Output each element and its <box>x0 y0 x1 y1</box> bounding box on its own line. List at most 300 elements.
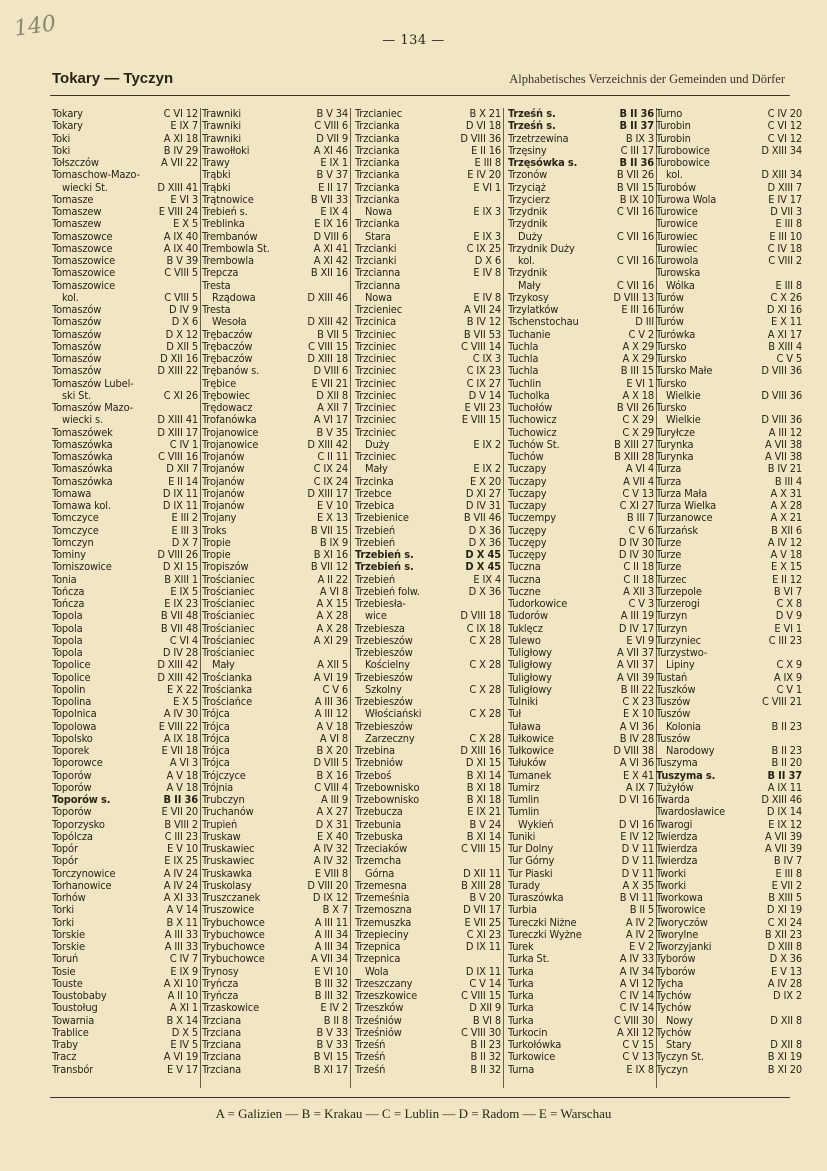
index-entry <box>52 819 198 831</box>
index-entry <box>52 561 198 573</box>
map-reference: B XI 14 <box>466 829 501 843</box>
place-name: Turowice <box>656 206 698 218</box>
index-entry <box>52 390 198 402</box>
map-reference: A X 31 <box>770 486 802 500</box>
place-name: Rządowa <box>212 291 256 304</box>
index-entry <box>656 659 802 671</box>
place-name: Turzyniec <box>656 634 701 647</box>
map-reference: E IX 21 <box>467 805 501 819</box>
place-name: Transbór <box>52 1063 94 1076</box>
place-name: Tuczapy <box>508 463 547 476</box>
place-name: Turza Mała <box>656 487 708 500</box>
place-name: Turza <box>656 463 682 476</box>
place-name: Tomaszowce <box>52 242 113 255</box>
index-entry <box>52 721 198 733</box>
map-reference <box>652 218 654 230</box>
map-reference: C V 6 <box>628 523 654 537</box>
index-entry <box>508 329 654 341</box>
place-name: Trojanów <box>202 487 245 500</box>
place-name: Trzebica <box>355 500 395 512</box>
place-name: Tomaszówek <box>52 426 113 439</box>
map-reference: B X 7 <box>322 903 348 917</box>
index-entry <box>508 316 654 328</box>
index-entry <box>355 365 501 377</box>
index-entry <box>508 414 654 426</box>
index-entry <box>508 133 654 145</box>
place-name: Tresta <box>202 279 231 292</box>
map-reference: A X 35 <box>622 878 654 892</box>
footer-rule <box>50 1097 790 1098</box>
place-name: Trzebień <box>355 536 395 549</box>
index-entry <box>508 378 654 390</box>
place-name: Trybuchowce <box>202 953 265 966</box>
place-name: Turzyn <box>656 622 688 635</box>
index-entry <box>656 904 802 916</box>
index-entry <box>202 512 348 524</box>
map-reference: E IX 2 <box>473 437 501 451</box>
place-name: Tuchów St. <box>508 438 560 451</box>
index-entry <box>52 512 198 524</box>
index-entry <box>508 868 654 880</box>
map-reference: C VIII 5 <box>164 290 198 304</box>
index-entry <box>355 267 501 279</box>
place-name: Turze <box>656 561 682 574</box>
column-divider <box>200 108 201 1088</box>
map-reference: A II 10 <box>167 989 198 1002</box>
place-name: Trzciniec <box>355 365 397 378</box>
place-name: Trzebuska <box>355 830 403 843</box>
place-name: Górna <box>365 867 395 880</box>
map-reference: D XIII 18 <box>307 352 348 365</box>
map-reference: A XI 18 <box>163 131 198 145</box>
map-reference: C XI 27 <box>619 499 654 512</box>
place-name: Turza <box>656 475 682 488</box>
place-name: Trzydnik <box>508 218 548 231</box>
map-reference: E V 17 <box>167 1062 198 1076</box>
index-entry <box>52 1064 198 1076</box>
map-reference: B III 22 <box>620 682 654 696</box>
place-name: Torhanowice <box>52 879 112 892</box>
place-name: Trzcianka <box>355 193 400 206</box>
index-entry <box>202 427 348 439</box>
place-name: Trzciniec <box>355 426 397 439</box>
index-entry <box>355 855 501 867</box>
map-reference: A VI 12 <box>619 976 654 990</box>
place-name: Tyborów <box>656 953 696 966</box>
place-name: Topólcza <box>52 830 93 843</box>
index-entry <box>52 169 198 181</box>
place-name: Tokary <box>52 108 83 120</box>
index-entry <box>355 659 501 671</box>
map-reference: D XII 16 <box>160 352 198 365</box>
index-entry <box>52 917 198 929</box>
map-reference: C VIII 5 <box>164 266 198 280</box>
map-reference: D IV 30 <box>618 548 654 561</box>
place-name: Trembowla St. <box>202 242 270 255</box>
place-name: Trzciniec <box>355 340 397 353</box>
map-reference: A X 28 <box>316 621 348 635</box>
index-entry <box>656 770 802 782</box>
index-entry <box>656 267 802 279</box>
index-entry <box>508 953 654 965</box>
place-name: Trześń <box>355 1051 386 1064</box>
map-reference: E X 22 <box>166 682 198 696</box>
place-name: Tuchla <box>508 353 539 365</box>
place-name: Truskaw <box>202 830 241 843</box>
place-name: Torki <box>52 916 75 929</box>
place-name: Trójca <box>202 720 230 733</box>
map-reference: D VIII 36 <box>761 364 802 378</box>
map-reference: A VII 38 <box>764 450 802 463</box>
index-entry <box>355 561 501 573</box>
map-reference: C V 15 <box>622 1038 654 1051</box>
place-name: Trzciniec <box>355 377 397 390</box>
place-name: Trębaczów <box>202 328 253 341</box>
map-reference: B VII 15 <box>616 180 654 194</box>
map-reference: B II 5 <box>629 903 654 917</box>
map-reference: D X 45 <box>465 560 501 574</box>
place-name: Tuszów <box>656 732 691 745</box>
place-name: Tschenstochau <box>508 316 579 329</box>
index-entry <box>355 512 501 524</box>
index-entry <box>52 267 198 279</box>
place-name: Trzcianna <box>355 279 401 292</box>
index-entry <box>202 868 348 880</box>
place-name: Tuligłowy <box>508 683 552 696</box>
map-reference <box>652 806 654 818</box>
index-entry <box>202 169 348 181</box>
map-reference: E IX 25 <box>164 854 198 868</box>
map-reference <box>652 267 654 279</box>
index-entry <box>52 855 198 867</box>
map-reference: D X 5 <box>171 1025 198 1039</box>
index-entry <box>508 120 654 132</box>
place-name: Tominy <box>52 549 86 561</box>
map-reference: E IX 5 <box>170 584 198 598</box>
map-reference: C IV 20 <box>767 107 802 120</box>
map-reference: E IX 4 <box>473 572 501 586</box>
place-name: Trzebownisko <box>355 794 419 806</box>
index-entry <box>656 463 802 475</box>
place-name: Tudorów <box>508 610 548 623</box>
place-name: Lipiny <box>666 659 695 672</box>
map-reference: E VI 1 <box>473 180 501 194</box>
place-name: kol. <box>62 291 79 304</box>
index-entry <box>508 757 654 769</box>
place-name: Trześń s. <box>508 108 556 120</box>
map-reference: D XII 11 <box>463 866 501 880</box>
place-name: Tomaszów <box>52 328 102 341</box>
index-entry <box>355 231 501 243</box>
map-reference: E VIII 22 <box>158 719 198 733</box>
index-entry <box>202 904 348 916</box>
map-reference: C III 23 <box>768 633 802 647</box>
index-entry <box>202 525 348 537</box>
place-name: Trzcinica <box>355 316 397 329</box>
map-reference: A XI 41 <box>313 241 348 255</box>
place-name: Trzebieszów <box>355 696 413 708</box>
place-name: Turka <box>508 990 534 1002</box>
place-name: Tomaszów <box>52 353 102 365</box>
map-reference: A IV 32 <box>313 842 348 855</box>
place-name: Tyczyn <box>656 1063 689 1076</box>
place-name: Trzebień s. <box>355 561 414 574</box>
map-reference: B VI 15 <box>313 1050 348 1064</box>
index-entry <box>508 610 654 622</box>
index-entry <box>508 304 654 316</box>
place-name: Tomaszów Mazo- <box>52 402 134 414</box>
map-reference: C V 6 <box>322 682 348 696</box>
index-entry <box>508 574 654 586</box>
index-entry <box>202 280 348 292</box>
index-entry <box>52 463 198 475</box>
map-reference: A XI 10 <box>163 976 198 990</box>
map-reference: D XIII 46 <box>307 290 348 304</box>
index-entry <box>508 267 654 279</box>
map-reference: D XIII 17 <box>307 486 348 500</box>
index-entry <box>52 525 198 537</box>
place-name: Turobin <box>656 132 691 145</box>
place-name: Trościanka <box>202 683 253 696</box>
map-reference: D VI 16 <box>618 817 654 831</box>
place-name: Tołszczów <box>52 157 99 169</box>
place-name: kol. <box>518 255 535 267</box>
index-entry <box>202 806 348 818</box>
place-name: Tur Dolny <box>508 843 554 855</box>
index-entry <box>508 561 654 573</box>
map-reference: B X 21 <box>469 107 501 120</box>
place-name: Trybuchowce <box>202 928 265 941</box>
place-name: Turowa Wola <box>656 193 717 206</box>
map-reference: B XI 20 <box>767 1062 802 1076</box>
place-name: Tuczępy <box>508 549 547 561</box>
place-name: Tureczki Niżne <box>508 916 577 929</box>
index-column-1 <box>52 108 198 1088</box>
map-reference: C IV 14 <box>619 989 654 1002</box>
place-name: Tyborów <box>656 965 696 978</box>
index-entry <box>656 218 802 230</box>
map-reference: E IX 4 <box>320 205 348 218</box>
map-reference: D VIII 18 <box>460 609 501 623</box>
place-name: Tumlin <box>508 794 540 806</box>
place-name: Tworowice <box>656 904 706 917</box>
map-reference: B X 16 <box>316 768 348 782</box>
index-entry <box>508 463 654 475</box>
index-column-4 <box>508 108 654 1088</box>
place-name: Topolin <box>52 683 86 696</box>
place-name: Tuchowicz <box>508 414 557 427</box>
place-name: Topolnica <box>52 708 97 721</box>
place-name: Turzańsk <box>656 524 698 537</box>
place-name: Tychów <box>656 1026 692 1039</box>
map-reference: D X 12 <box>165 327 198 341</box>
index-entry <box>355 819 501 831</box>
map-reference: B IV 21 <box>767 462 802 476</box>
index-entry <box>656 806 802 818</box>
place-name: Tworyczów <box>656 916 708 929</box>
place-name: wiecki St. <box>62 181 108 194</box>
map-reference <box>800 267 802 279</box>
map-reference: D VI 16 <box>618 793 654 806</box>
index-entry <box>202 1002 348 1014</box>
map-reference: A VII 4 <box>623 474 654 488</box>
map-reference: E X 13 <box>316 511 348 525</box>
index-entry <box>202 133 348 145</box>
column-divider <box>350 108 351 1088</box>
map-reference: A III 34 <box>314 940 348 953</box>
place-name: Tryńcza <box>202 990 239 1002</box>
map-reference <box>346 280 348 292</box>
map-reference: B IV 12 <box>466 315 501 329</box>
map-reference: B II 36 <box>163 793 198 806</box>
index-entry <box>508 231 654 243</box>
map-reference: A XI 1 <box>169 1001 198 1015</box>
place-name: Trzciniec <box>355 451 397 463</box>
map-reference: A VI 8 <box>319 731 348 745</box>
place-name: Trzepnica <box>355 953 401 966</box>
map-reference: E X 5 <box>173 695 198 708</box>
place-name: Turbia <box>508 904 537 917</box>
place-name: Trybuchowce <box>202 941 265 953</box>
place-name: Trzemuszka <box>355 916 412 929</box>
index-entry <box>355 917 501 929</box>
place-name: Trojanowice <box>202 426 259 439</box>
place-name: Tracz <box>52 1051 77 1064</box>
index-entry <box>656 819 802 831</box>
map-reference: B XIII 28 <box>461 878 501 892</box>
place-name: Topolsko <box>52 732 93 745</box>
map-reference: A VI 4 <box>625 462 654 476</box>
place-name: Trzebucza <box>355 806 403 819</box>
place-name: Tuligłowy <box>508 659 552 672</box>
place-name: Trzebieszów <box>355 720 413 733</box>
index-entry <box>355 623 501 635</box>
index-entry <box>202 819 348 831</box>
place-name: Troks <box>202 524 227 537</box>
place-name: Turkołówka <box>508 1039 562 1051</box>
place-name: Mały <box>365 463 388 476</box>
place-name: Tursko Małe <box>656 365 713 378</box>
place-name: Wesoła <box>212 316 247 329</box>
map-reference: A VII 39 <box>616 670 654 684</box>
place-name: Trzcianka <box>355 120 400 133</box>
map-reference: B II 20 <box>771 756 802 770</box>
place-name: Trawy <box>202 157 230 169</box>
place-name: Tumanek <box>508 769 552 782</box>
place-name: Trzeboś <box>355 769 392 782</box>
map-reference: A VII 22 <box>160 156 198 169</box>
place-name: Tomaszew <box>52 218 102 231</box>
place-name: Trupień <box>202 818 238 831</box>
map-reference: A X 28 <box>770 499 802 512</box>
place-name: Trześń <box>355 1063 386 1076</box>
place-name: Turka <box>508 1002 534 1015</box>
map-reference: D XII 7 <box>166 462 198 476</box>
place-name: Trzciniec <box>355 328 397 341</box>
index-entry <box>52 574 198 586</box>
place-name: Trawniki <box>202 108 241 120</box>
index-entry <box>52 757 198 769</box>
index-entry <box>52 610 198 622</box>
map-reference: C X 28 <box>469 707 501 721</box>
index-entry <box>656 231 802 243</box>
place-name: Trembanów <box>202 230 258 243</box>
place-name: Tuchanie <box>508 328 551 341</box>
map-reference: B XIII 5 <box>768 891 802 904</box>
map-reference: B VI 7 <box>773 584 802 598</box>
place-name: Trzebce <box>355 487 392 500</box>
map-reference: B II 23 <box>771 744 802 757</box>
map-reference: D XIII 8 <box>767 940 802 953</box>
index-entry <box>656 721 802 733</box>
index-entry <box>355 280 501 292</box>
map-reference: A XI 46 <box>313 143 348 157</box>
map-reference <box>499 218 501 230</box>
place-name: Twierdza <box>656 830 698 843</box>
map-reference: C X 29 <box>622 413 654 427</box>
place-name: Toporów <box>52 806 92 819</box>
index-entry <box>202 610 348 622</box>
map-reference: B XIII 1 <box>164 572 198 586</box>
map-reference: B II 32 <box>470 1062 501 1076</box>
place-name: Twierdza <box>656 843 698 855</box>
index-entry <box>656 672 802 684</box>
place-name: Trzydnik <box>508 206 548 218</box>
place-name: Turzepole <box>656 585 702 598</box>
map-reference: D VIII 13 <box>613 290 654 304</box>
index-entry <box>52 868 198 880</box>
index-entry <box>508 280 654 292</box>
map-reference: C II 18 <box>623 572 654 586</box>
place-name: Trześń s. <box>508 120 556 133</box>
map-reference <box>196 280 198 292</box>
place-name: Tomaszów <box>52 316 102 329</box>
place-name: Turno <box>656 108 683 120</box>
place-name: Toustobaby <box>52 990 107 1002</box>
place-name: wiecki s. <box>62 414 103 427</box>
place-name: Tuława <box>508 720 541 733</box>
map-reference: A VI 19 <box>163 1050 198 1064</box>
place-name: Topór <box>52 855 78 868</box>
index-entry <box>355 427 501 439</box>
map-reference: E X 5 <box>173 217 198 231</box>
map-reference: A VI 36 <box>619 719 654 733</box>
index-entry <box>355 218 501 230</box>
map-reference: D XIII 34 <box>761 143 802 157</box>
index-entry <box>355 525 501 537</box>
map-reference: E IX 8 <box>626 1062 654 1076</box>
index-entry <box>355 904 501 916</box>
index-entry <box>656 365 802 377</box>
index-entry <box>355 414 501 426</box>
index-entry <box>52 708 198 720</box>
place-name: Trzyciąż <box>508 181 546 194</box>
map-reference: B II 36 <box>619 107 654 120</box>
place-name: Turówka <box>656 328 696 341</box>
map-reference: A IX 9 <box>773 670 802 684</box>
index-column-5 <box>656 108 802 1088</box>
place-name: Trościaniec <box>202 610 255 623</box>
map-reference: B II 37 <box>619 119 654 133</box>
map-reference: E IV 20 <box>467 168 501 182</box>
place-name: Trzeszczany <box>355 977 413 990</box>
place-name: Trzebowniskо <box>355 781 420 794</box>
index-entry <box>508 819 654 831</box>
map-reference: B VII 26 <box>616 401 654 414</box>
index-entry <box>656 708 802 720</box>
place-name: Tuczapy <box>508 500 547 512</box>
map-reference: C III 23 <box>164 829 198 843</box>
